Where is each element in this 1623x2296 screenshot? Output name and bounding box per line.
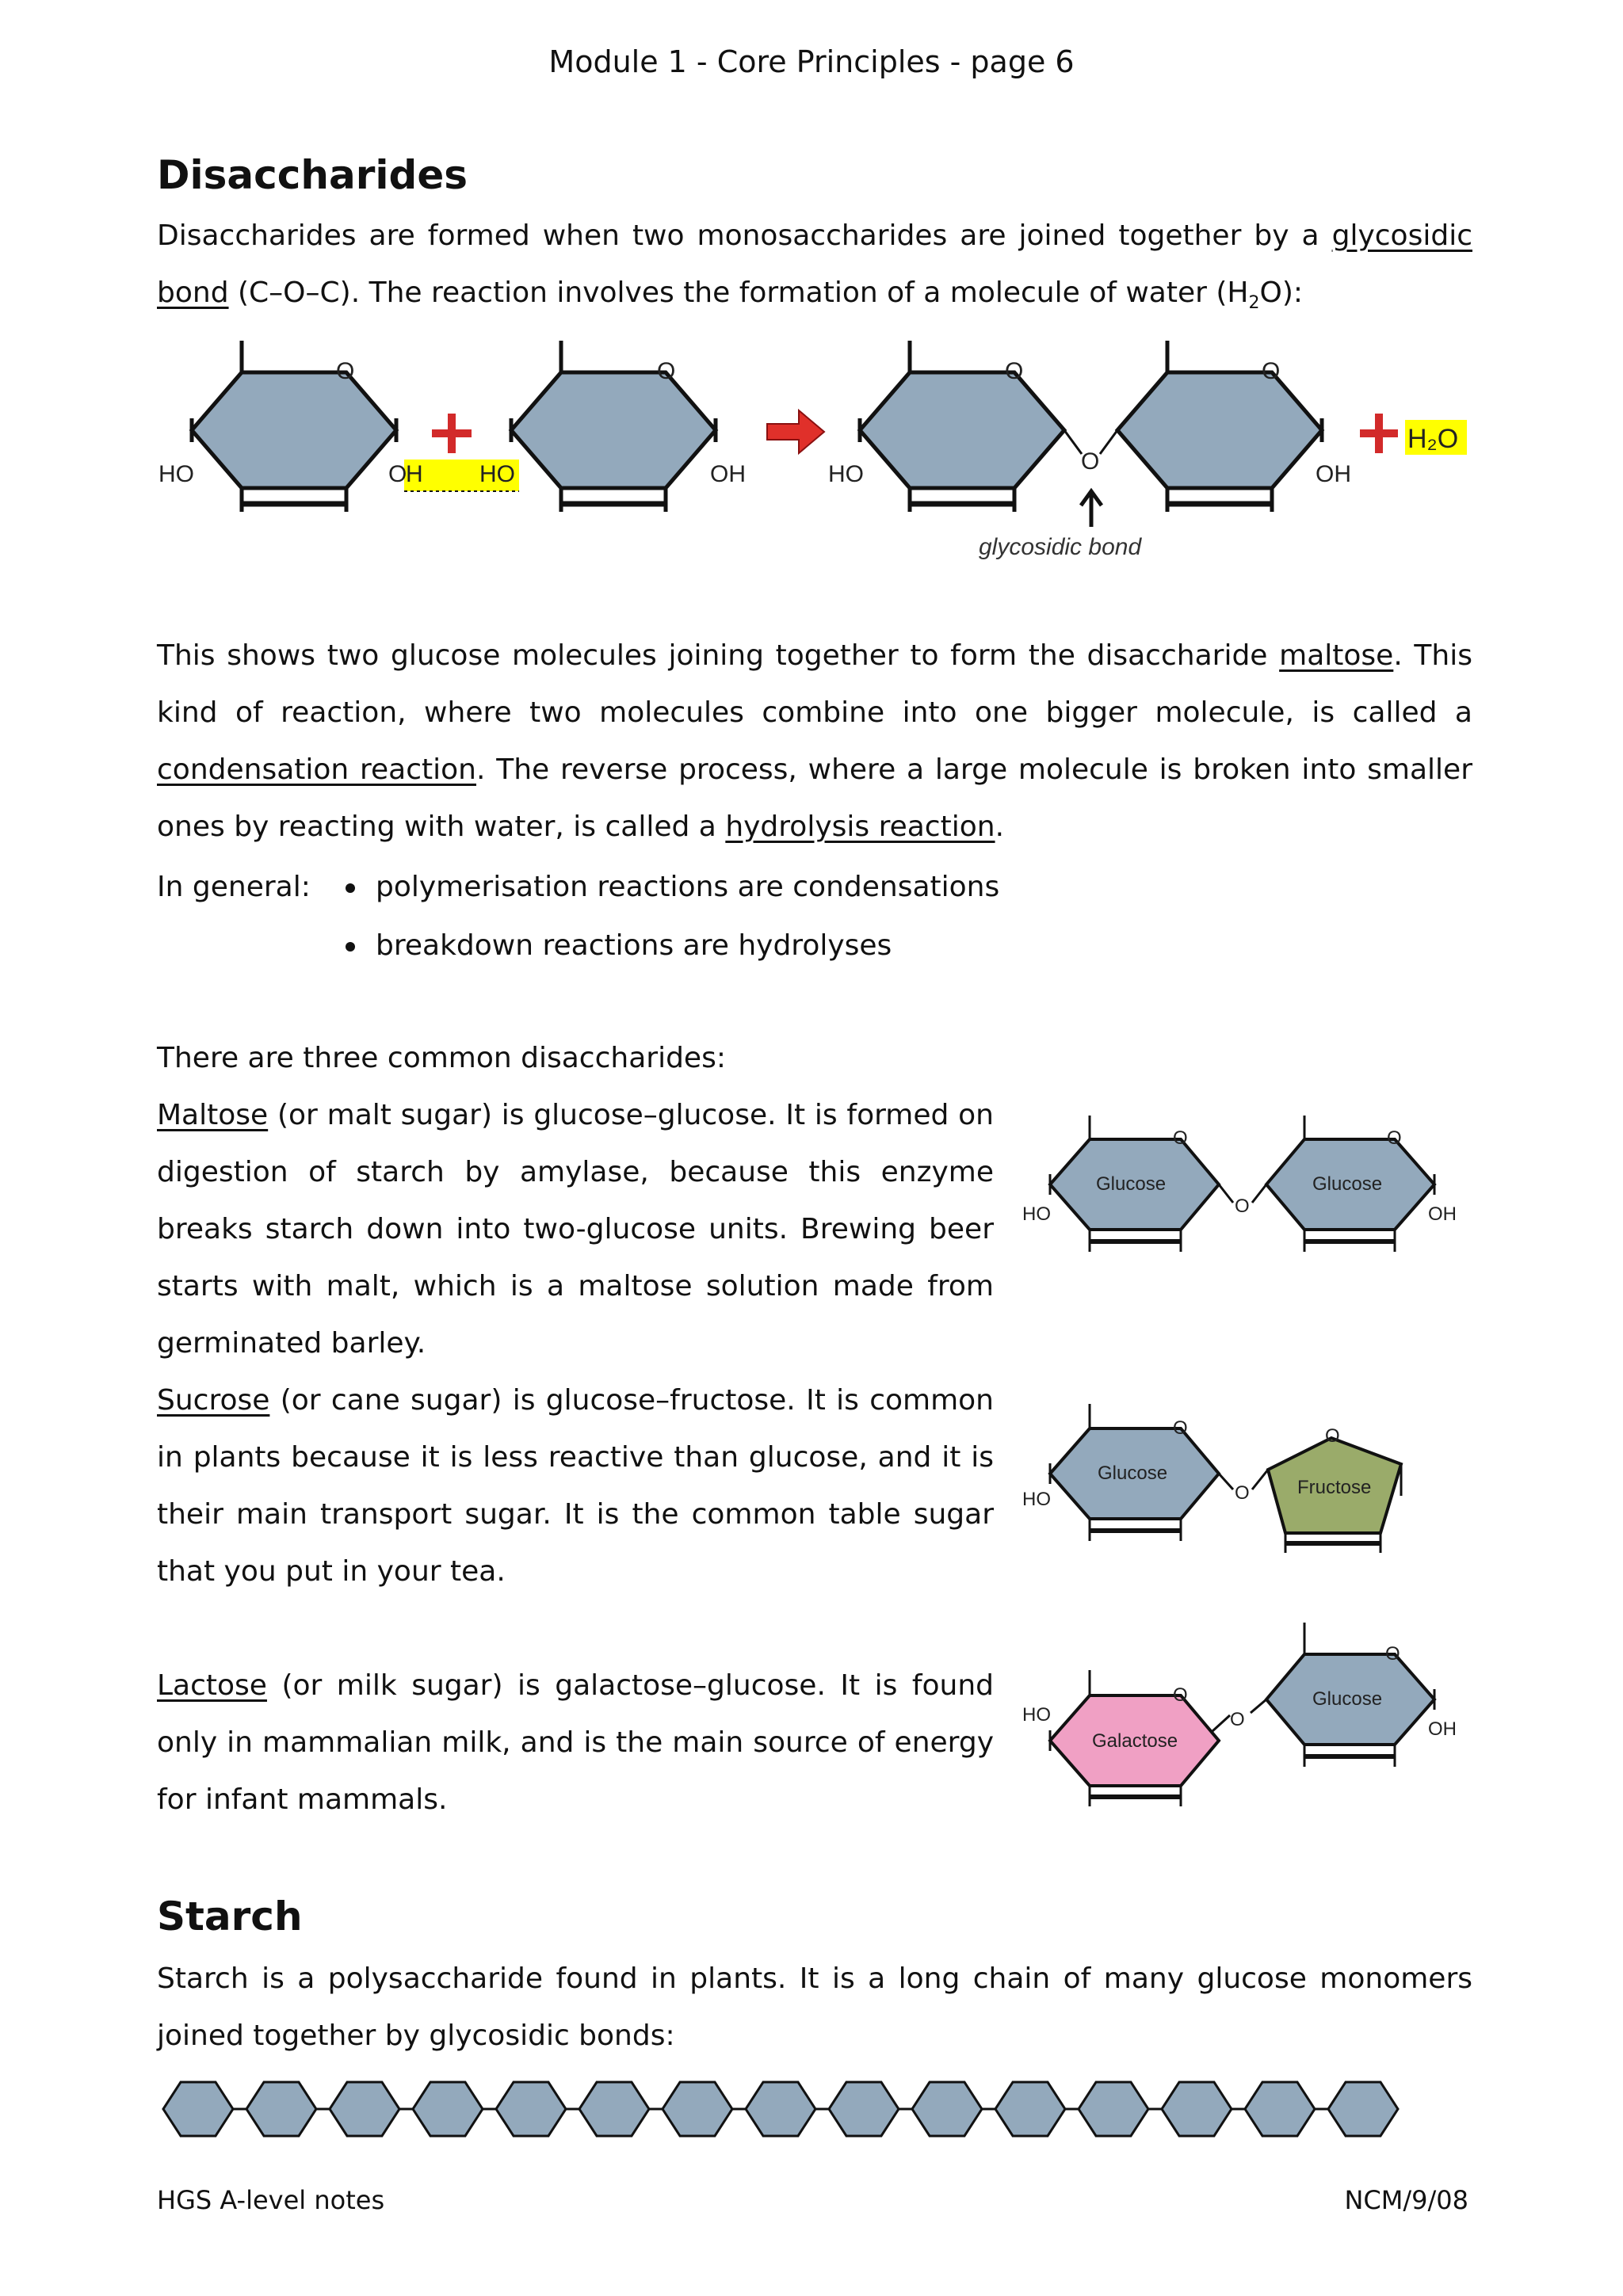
list-item: breakdown reactions are hydrolyses (342, 917, 892, 974)
footer-right: NCM/9/08 (1344, 2185, 1468, 2215)
svg-text:HO: HO (1022, 1203, 1051, 1225)
glycosidic-bond-label: glycosidic bond (979, 534, 1142, 560)
starch-chain-diagram (0, 2068, 1623, 2155)
glucose-monomer (1079, 2082, 1148, 2136)
glucose-monomer (1245, 2082, 1315, 2136)
maltose-ring-2 (1117, 372, 1322, 488)
glucose-monomer (912, 2082, 982, 2136)
maltose-diagram (1014, 1109, 1490, 1268)
svg-text:Glucose: Glucose (1312, 1173, 1383, 1195)
bullet-icon (346, 942, 355, 952)
in-general-label: In general: (157, 871, 311, 903)
svg-text:HO: HO (479, 461, 515, 487)
svg-text:Fructose: Fructose (1297, 1477, 1372, 1498)
common-intro: There are three common disaccharides: (157, 1042, 726, 1074)
svg-text:O: O (1081, 448, 1100, 475)
glucose-ring-2 (511, 372, 716, 488)
svg-text:HO: HO (1022, 1489, 1051, 1510)
svg-text:HO: HO (828, 461, 864, 487)
svg-text:O: O (1235, 1482, 1250, 1504)
svg-text:O: O (1230, 1709, 1245, 1730)
svg-text:O: O (657, 358, 676, 384)
glucose-monomer (413, 2082, 483, 2136)
svg-text:OH: OH (1428, 1718, 1457, 1740)
svg-text:HO: HO (158, 461, 194, 487)
section-heading-disaccharides: Disaccharides (157, 152, 468, 198)
svg-text:O: O (1005, 358, 1024, 384)
glucose-monomer (829, 2082, 899, 2136)
glucose-monomer (995, 2082, 1065, 2136)
glucose-monomer (663, 2082, 732, 2136)
svg-text:O: O (336, 358, 355, 384)
svg-text:O: O (388, 461, 407, 487)
svg-text:OH: OH (1316, 461, 1351, 487)
svg-text:Glucose: Glucose (1098, 1463, 1168, 1484)
svg-text:H: H (406, 461, 423, 487)
glucose-ring-1 (192, 372, 396, 488)
starch-paragraph: Starch is a polysaccharide found in plants. It is a long chain of many glucose monomers joined together by glycosidic bonds: (157, 1962, 1472, 2052)
page-header: Module 1 - Core Principles - page 6 (548, 44, 1075, 79)
bullet-icon (346, 883, 355, 893)
condensation-reaction-diagram (0, 325, 1623, 578)
intro-paragraph: Disaccharides are formed when two monosaccharides are joined together by a glycosidic bond (C–O–C). The reaction involves the formation of a molecule of water $(H_2O)$: (157, 219, 1472, 313)
glucose-monomer (496, 2082, 566, 2136)
lactose-paragraph: Lactose (or milk sugar) is galactose–glucose. It is found only in mammalian milk, and is the main source of energy for infant mammals. (157, 1669, 994, 1816)
glucose-monomer (1328, 2082, 1398, 2136)
svg-text:O: O (1385, 1643, 1400, 1665)
svg-text:O: O (1173, 1127, 1188, 1149)
svg-text:O: O (1387, 1127, 1402, 1149)
svg-text:OH: OH (1428, 1203, 1457, 1225)
svg-text:HO: HO (1022, 1704, 1051, 1726)
footer-left: HGS A-level notes (157, 2185, 385, 2215)
svg-text:OH: OH (710, 461, 746, 487)
svg-text:Glucose: Glucose (1096, 1173, 1167, 1195)
list-item: polymerisation reactions are condensations (342, 859, 999, 916)
glucose-monomer (1162, 2082, 1232, 2136)
reaction-arrow-icon (767, 410, 824, 453)
svg-text:H₂O: H₂O (1407, 424, 1459, 454)
bond-arrow-icon (1081, 491, 1102, 527)
svg-text:Glucose: Glucose (1312, 1688, 1383, 1710)
svg-text:O: O (1235, 1196, 1250, 1217)
lactose-diagram (1014, 1616, 1490, 1814)
glucose-monomer (746, 2082, 815, 2136)
svg-text:O: O (1173, 1684, 1188, 1706)
maltose-ring-1 (860, 372, 1064, 488)
glucose-monomer (163, 2082, 233, 2136)
glucose-monomer (579, 2082, 649, 2136)
maltose-paragraph: Maltose (or malt sugar) is glucose–glucose. It is formed on digestion of starch by amylase, because this enzyme breaks starch down into two-glucose units. Brewing beer starts with malt, which is a maltose solution made from germinated barley. (157, 1099, 994, 1360)
svg-text:O: O (1173, 1417, 1188, 1439)
glucose-monomer (246, 2082, 316, 2136)
section-heading-starch: Starch (157, 1894, 303, 1939)
condensation-paragraph: This shows two glucose molecules joining together to form the disaccharide maltose. This kind of reaction, where two molecules combine into one bigger molecule, is called a condensation reaction. The reverse process, where a large molecule is broken into smaller ones by reacting with water, is called a hydrolysis reaction. (157, 639, 1473, 843)
svg-text:O: O (1325, 1425, 1340, 1447)
sucrose-paragraph: Sucrose (or cane sugar) is glucose–fructose. It is common in plants because it is less reactive than glucose, and it is their main transport sugar. It is the common table sugar that you put in your tea. (157, 1384, 994, 1588)
glucose-monomer (330, 2082, 399, 2136)
sucrose-diagram (1014, 1394, 1490, 1569)
svg-text:Galactose: Galactose (1092, 1730, 1178, 1752)
glycosidic-bond-term: glycosidic bond (157, 219, 1472, 309)
svg-text:O: O (1262, 358, 1281, 384)
